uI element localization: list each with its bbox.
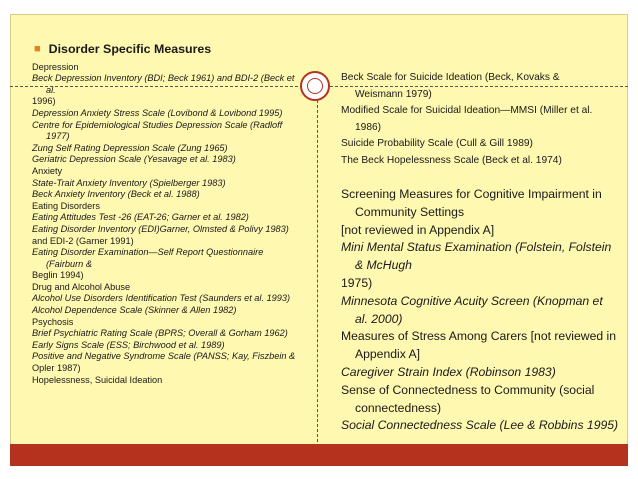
list-item: Mini Mental Status Examination (Folstein, Folstein: [341, 240, 612, 255]
list-item: Hopelessness, Suicidal Ideation: [32, 374, 163, 385]
list-item: Anxiety: [32, 165, 63, 176]
left-measure-list: [32, 62, 310, 387]
list-item: Eating Disorder Inventory (EDI)Garner, Olmsted & Polivy 1983): [32, 223, 289, 234]
list-item: Positive and Negative Syndrome Scale (PANSS; Kay, Fiszbein &: [32, 351, 296, 362]
bullet-icon: ■: [34, 43, 41, 55]
list-item: Sense of Connectedness to Community (social: [341, 382, 595, 397]
list-item: Brief Psychiatric Rating Scale (BPRS; Overall & Gorham 1962): [32, 328, 288, 339]
list-item: 1996): [32, 96, 56, 107]
list-item: Beck Scale for Suicide Ideation (Beck, Kovaks &: [341, 72, 560, 83]
list-item: Psychosis: [32, 316, 74, 327]
list-item: Eating Attitudes Test -26 (EAT-26; Garner et al. 1982): [32, 212, 249, 223]
list-item: & McHugh: [355, 258, 412, 273]
list-item: Minnesota Cognitive Acuity Screen (Knopman et: [341, 293, 603, 308]
list-item: [not reviewed in Appendix A]: [341, 222, 495, 237]
list-item: Weismann 1979): [355, 88, 432, 100]
list-item: Social Connectedness Scale (Lee & Robbins 1995): [341, 418, 619, 433]
vertical-divider: [317, 100, 318, 442]
bottom-accent-bar: [10, 444, 628, 466]
list-item: Screening Measures for Cognitive Impairment in: [341, 187, 602, 201]
list-item: Beglin 1994): [32, 270, 84, 281]
list-item: Suicide Probability Scale (Cull & Gill 1989): [341, 138, 533, 150]
list-item: Drug and Alcohol Abuse: [32, 281, 131, 292]
list-item: The Beck Hopelessness Scale (Beck et al. 1974): [341, 154, 562, 166]
list-item: Alcohol Dependence Scale (Skinner & Allen 1982): [32, 305, 237, 316]
list-item: Community Settings: [355, 204, 465, 219]
list-item: and EDI-2 (Garner 1991): [32, 235, 134, 246]
list-item: Geriatric Depression Scale (Yesavage et al. 1983): [32, 154, 236, 165]
list-item: Beck Depression Inventory (BDI; Beck 1961) and BDI-2 (Beck et: [32, 73, 295, 84]
list-item: Eating Disorders: [32, 200, 100, 211]
list-item: (Fairburn &: [46, 258, 92, 269]
list-item: Depression Anxiety Stress Scale (Lovibond & Lovibond 1995): [32, 107, 283, 118]
right-screening-measures: [341, 187, 633, 436]
list-item: 1977): [46, 131, 70, 142]
list-item: Modified Scale for Suicidal Ideation—MMSI (Miller et al.: [341, 105, 593, 117]
list-item: Appendix A]: [355, 347, 421, 362]
list-item: Early Signs Scale (ESS; Birchwood et al. 1989): [32, 339, 225, 350]
list-item: Eating Disorder Examination—Self Report Questionnaire: [32, 247, 264, 258]
list-item: connectedness): [355, 400, 442, 415]
list-item: Depression: [32, 61, 79, 72]
list-item: Beck Anxiety Inventory (Beck et al. 1988): [32, 189, 200, 200]
list-item: Zung Self Rating Depression Scale (Zung 1965): [32, 142, 228, 153]
list-item: Centre for Epidemiological Studies Depression Scale (Radloff: [32, 119, 283, 130]
list-item: Opler 1987): [32, 363, 81, 374]
list-item: al. 2000): [355, 311, 403, 326]
section-heading: Disorder Specific Measures: [48, 42, 212, 56]
right-suicide-measures: [341, 72, 631, 172]
heading-row: [32, 44, 310, 56]
list-item: State-Trait Anxiety Inventory (Spielberger 1983): [32, 177, 226, 188]
left-column: [32, 44, 310, 386]
list-item: Caregiver Strain Index (Robinson 1983): [341, 364, 556, 379]
list-item: 1975): [341, 275, 373, 290]
list-item: al.: [46, 84, 56, 95]
list-item: Alcohol Use Disorders Identification Test (Saunders et al. 1993): [32, 293, 291, 304]
list-item: Measures of Stress Among Carers [not reviewed in: [341, 329, 617, 344]
list-item: 1986): [355, 121, 382, 133]
